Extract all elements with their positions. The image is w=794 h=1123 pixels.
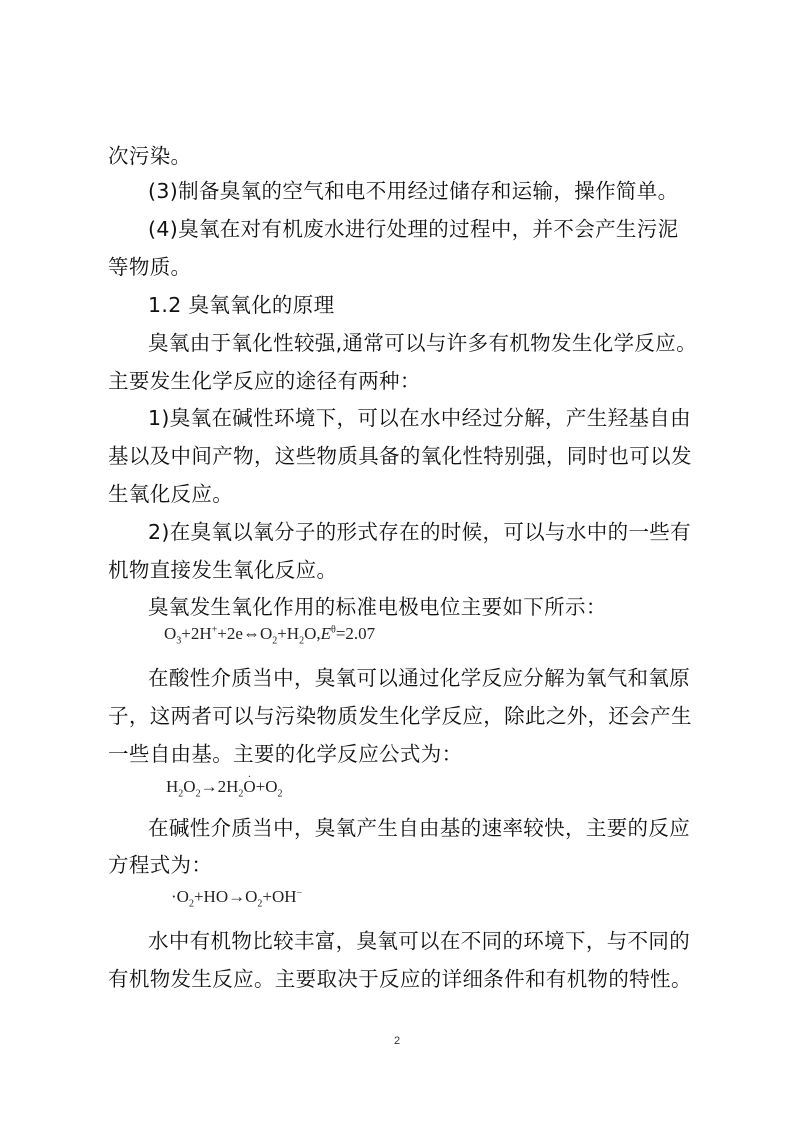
text-line: 次污染。 xyxy=(108,144,192,168)
text-line: 在酸性介质当中，臭氧可以通过化学反应分解为氧气和氧原 xyxy=(148,666,691,690)
text-line: 有机物发生反应。主要取决于反应的详细条件和有机物的特性。 xyxy=(108,967,692,991)
text-line: (3)制备臭氧的空气和电不用经过储存和运输，操作简单。 xyxy=(148,179,679,203)
text-line: 等物质。 xyxy=(108,255,192,279)
page-number: 2 xyxy=(393,1035,401,1047)
text-line: 臭氧发生氧化作用的标准电极电位主要如下所示： xyxy=(148,595,607,619)
text-line: 生氧化反应。 xyxy=(108,482,234,506)
standard-potential-formula: $O_3+2H^++2e\Leftrightarrow O_2+H_2O,E^\theta=2.07$ xyxy=(164,624,376,647)
text-line: 机物直接发生氧化反应。 xyxy=(108,558,338,582)
text-line: 子，这两者可以与污染物质发生化学反应，除此之外，还会产生 xyxy=(108,704,692,728)
text-line: 主要发生化学反应的途径有两种： xyxy=(108,369,421,393)
text-line: 水中有机物比较丰富，臭氧可以在不同的环境下，与不同的 xyxy=(148,929,691,953)
text-line: 1)臭氧在碱性环境下，可以在水中经过分解，产生羟基自由 xyxy=(148,406,691,430)
section-heading: 1.2 臭氧氧化的原理 xyxy=(148,293,335,317)
text-line: (4)臭氧在对有机废水进行处理的过程中，并不会产生污泥 xyxy=(148,217,679,241)
text-line: 在碱性介质当中，臭氧产生自由基的速率较快，主要的反应 xyxy=(148,816,691,840)
acid-decomposition-formula: $H_2O_2\to 2H_2\cdot O+O_2$ xyxy=(166,775,283,799)
text-line: 一些自由基。主要的化学反应公式为： xyxy=(108,742,463,766)
alkaline-radical-formula: $\cdot O_2+HO\to O_2+OH^-$ xyxy=(171,887,303,910)
text-line: 基以及中间产物，这些物质具备的氧化性特别强，同时也可以发 xyxy=(108,444,692,468)
text-line: 臭氧由于氧化性较强,通常可以与许多有机物发生化学反应。 xyxy=(148,331,697,355)
text-line: 2)在臭氧以氧分子的形式存在的时候，可以与水中的一些有 xyxy=(148,520,691,544)
text-line: 方程式为： xyxy=(108,853,213,877)
